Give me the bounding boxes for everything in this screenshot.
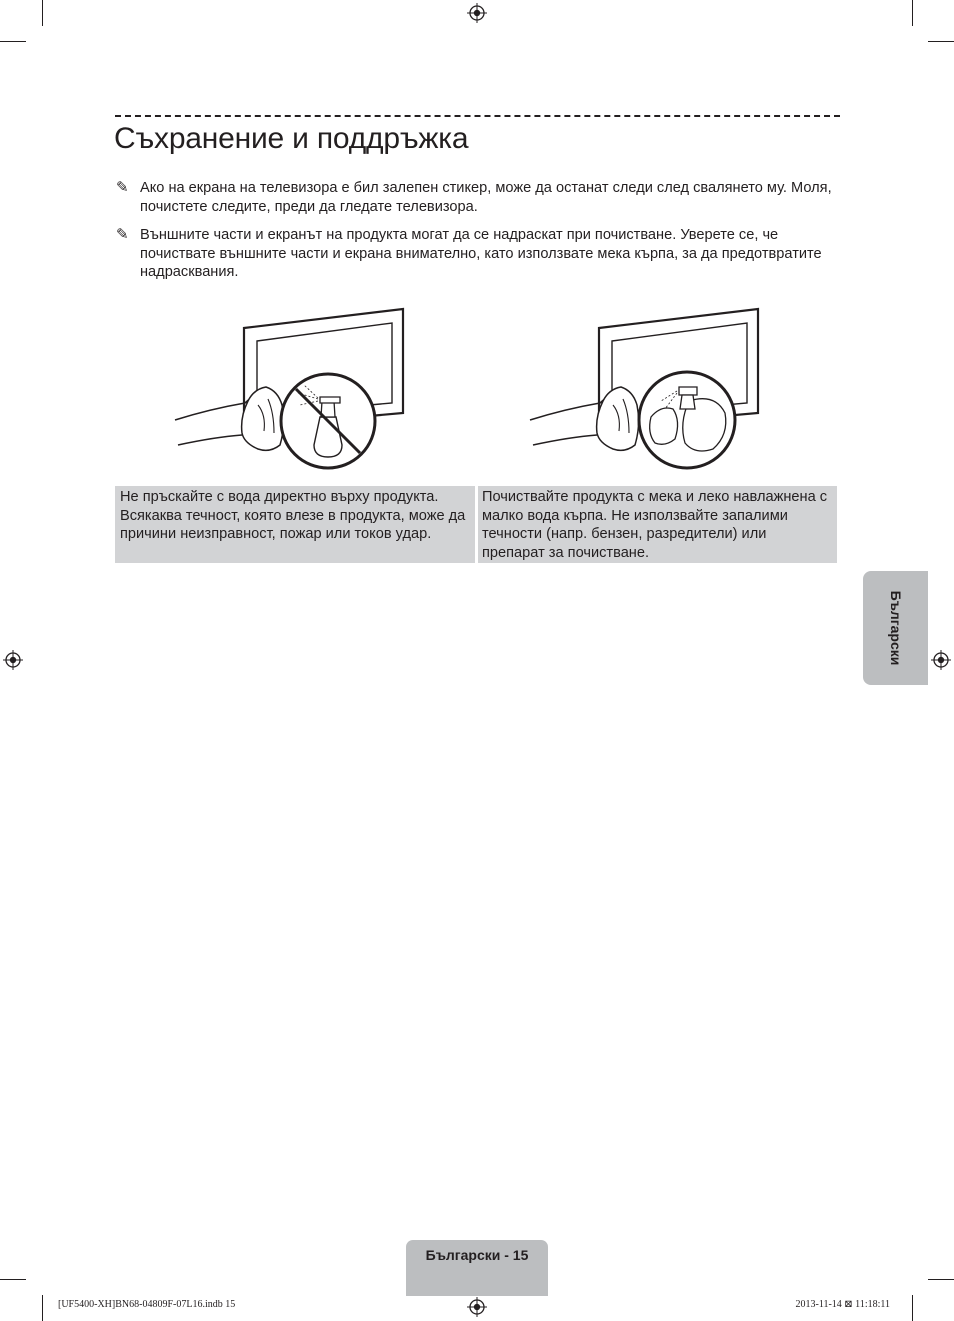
pencil-note-icon: ✎ — [116, 179, 129, 196]
crop-mark — [912, 0, 913, 26]
page-title: Съхранение и поддръжка — [114, 122, 469, 155]
note-item — [116, 179, 841, 216]
caption-do-not-spray — [115, 486, 475, 563]
crop-mark — [42, 1295, 43, 1321]
crop-mark — [42, 0, 43, 26]
page-number-label: Български - 15 — [425, 1247, 529, 1263]
print-slug-left: [UF5400-XH]BN68-04809F-07L16.indb 15 — [58, 1299, 236, 1310]
registration-mark-icon — [467, 1297, 487, 1317]
no-spray-cleaning-illustration — [170, 305, 415, 475]
registration-mark-icon — [3, 650, 23, 670]
language-side-tab — [863, 571, 928, 685]
caption-text: Почиствайте продукта с мека и леко навлажнена с малко вода кърпа. Не използвайте запалими течности (напр. бензен, разредители) или препарат за почистване. — [482, 489, 828, 562]
caption-text: Не пръскайте с вода директно върху продукта. Всякаква течност, която влезе в продукта, може да причини неизправност, пожар или токов удар. — [120, 489, 466, 543]
section-divider — [115, 115, 840, 117]
page-number-tab — [406, 1240, 548, 1296]
note-text: Ако на екрана на телевизора е бил залепен стикер, може да останат следи след свалянето му. Моля, почистете следите, преди да гледате телевизора. — [140, 180, 832, 215]
print-slug-right: 2013-11-14 ⊠ 11:18:11 — [795, 1299, 890, 1310]
crop-mark — [928, 41, 954, 42]
crop-mark — [912, 1295, 913, 1321]
caption-clean-with-cloth — [478, 486, 837, 563]
pencil-note-icon: ✎ — [116, 226, 129, 243]
spray-cloth-cleaning-illustration — [525, 305, 770, 475]
crop-mark — [0, 41, 26, 42]
note-item — [116, 226, 841, 282]
note-text: Външните части и екранът на продукта могат да се надраскат при почистване. Уверете се, че почиствате външните части и екрана внимателно, като използвате мека кърпа, за да предотвратите надрасквания. — [140, 227, 822, 280]
language-side-tab-label: Български — [887, 590, 904, 666]
crop-mark — [0, 1279, 26, 1280]
crop-mark — [928, 1279, 954, 1280]
registration-mark-icon — [931, 650, 951, 670]
registration-mark-icon — [467, 3, 487, 23]
